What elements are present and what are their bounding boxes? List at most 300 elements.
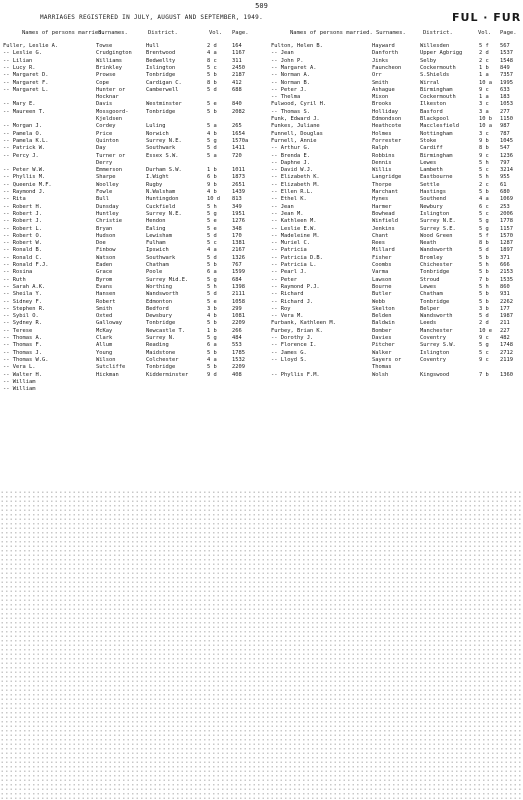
entry-district: Stroud — [420, 276, 440, 283]
entry-spouse: Quinton — [96, 137, 119, 144]
entry-spouse: Holliday — [372, 108, 398, 115]
entry-spouse: Prowse — [96, 72, 116, 79]
entry-name: -- Raymond P.J. — [271, 283, 320, 290]
entry-name: -- Pamela O. — [3, 130, 42, 137]
entry-name: -- Ronald F.J. — [3, 262, 49, 268]
entry-name: -- Robert L. — [3, 225, 42, 232]
entry-page: 860 — [500, 283, 510, 290]
entry-vol: 5 e — [207, 101, 217, 108]
entry-spouse: Marchant — [372, 189, 398, 195]
entry-name: -- Robert J. — [3, 218, 42, 225]
entry-district: Colchester — [146, 356, 179, 363]
entry-name: Furbank, Kathleen M. — [271, 320, 336, 327]
entry-spouse: Doe — [96, 240, 106, 247]
entry-spouse: Williams — [96, 57, 122, 64]
entry-vol: 4 b — [207, 313, 217, 320]
entry-page: 1535 — [500, 276, 513, 283]
entry-name: -- Walter H. — [3, 371, 42, 378]
entry-page: 1081 — [232, 313, 245, 320]
entry-district: Cockermouth — [420, 94, 456, 101]
entry-page: 1058 — [232, 298, 245, 305]
entry-name: -- Robert J. — [3, 210, 42, 217]
entry-spouse: Woolley — [96, 181, 119, 188]
entry-page: 666 — [500, 262, 510, 268]
entry-page: 3214 — [500, 167, 513, 174]
entry-district: Birmingham — [420, 86, 453, 93]
entry-page: 266 — [232, 327, 242, 334]
entry-name: -- Leslie G. — [3, 50, 42, 57]
entry-page: 227 — [500, 327, 510, 334]
entry-page: 1157 — [500, 225, 513, 232]
entry-page: 1411 — [232, 145, 245, 152]
entry-vol: 10 e — [479, 327, 492, 334]
entry-vol: 5 b — [207, 108, 217, 115]
entry-vol: 7 b — [479, 371, 489, 378]
entry-name: -- Florence I. — [271, 342, 317, 349]
entry-spouse: Price — [96, 130, 113, 137]
entry-page: 1287 — [500, 240, 513, 247]
entry-page: 1167 — [232, 50, 245, 57]
entry-page: 412 — [232, 79, 242, 86]
entry-spouse: Crudgington — [96, 50, 132, 57]
entry-spouse: Bryan — [96, 225, 113, 232]
entry-spouse: Cope — [96, 79, 109, 86]
entry-spouse: Orr — [372, 72, 382, 79]
entry-district: Brentwood — [146, 50, 176, 57]
surname-range: FUL · FUR — [452, 11, 522, 24]
entry-vol: 4 a — [207, 247, 217, 254]
header-vol: Vol. — [478, 30, 492, 36]
entry-spouse: Mixon — [372, 94, 389, 101]
entry-page: 7357 — [500, 72, 513, 79]
entry-name: -- Queenie M.F. — [3, 181, 52, 188]
entry-vol: 1 a — [479, 72, 489, 79]
entry-spouse: Hocknar — [96, 94, 119, 101]
register-entry — [0, 299, 523, 306]
entry-spouse: Chant — [372, 232, 389, 239]
entry-district: Willesden — [420, 43, 450, 49]
entry-vol: 5 g — [479, 342, 489, 349]
entry-district: Wandsworth — [420, 313, 453, 320]
entry-name: -- Sidney F. — [3, 298, 42, 305]
entry-spouse: Winfield — [372, 218, 398, 225]
entry-page: 1995 — [500, 79, 513, 86]
entry-name: -- Sheila Y. — [3, 291, 42, 298]
entry-spouse: Hunter or — [96, 86, 126, 93]
entry-spouse: Heathcote — [372, 123, 402, 130]
entry-name: -- Thomas J. — [3, 349, 42, 356]
entry-spouse: Cordey — [96, 123, 116, 130]
entry-vol: 2 d — [207, 43, 217, 49]
entry-vol: 7 b — [479, 276, 489, 283]
entry-vol: 5 d — [207, 254, 217, 261]
register-entry — [0, 145, 523, 152]
register-entry — [0, 233, 523, 240]
entry-spouse: Clark — [96, 335, 113, 341]
entry-name: -- Raymond J. — [3, 189, 46, 195]
entry-vol: 5 c — [207, 240, 217, 247]
entry-name: -- Phyllis F.M. — [271, 371, 320, 378]
entry-vol: 10 d — [207, 196, 220, 203]
entry-name: -- Margaret L. — [3, 86, 49, 93]
register-entry — [0, 101, 523, 108]
entry-page: 164 — [232, 43, 242, 49]
entry-name: -- Morgan J. — [3, 123, 42, 130]
header-district: District. — [423, 30, 453, 36]
entry-name: -- Thomas A. — [3, 335, 42, 341]
entry-vol: 5 c — [479, 167, 489, 174]
entry-name: -- Ethel K. — [271, 196, 307, 203]
entry-vol: 5 c — [207, 64, 217, 71]
register-entry — [0, 247, 523, 254]
entry-spouse: Langridge — [372, 174, 402, 181]
entry-district: Surrey N.E. — [420, 218, 456, 225]
entry-page: 2006 — [500, 210, 513, 217]
entry-page: 484 — [232, 335, 242, 341]
entry-district: Basford — [420, 108, 443, 115]
entry-name: -- Margaret D. — [3, 72, 49, 79]
entry-name: -- Muriel C. — [271, 240, 310, 247]
entry-district: Camberwell — [146, 86, 179, 93]
entry-vol: 5 e — [207, 225, 217, 232]
register-entry — [0, 123, 523, 130]
entry-spouse: Eaden — [96, 262, 113, 268]
entry-spouse: Wolsh — [372, 371, 389, 378]
entry-name: Fulwood, Cyril H. — [271, 101, 327, 108]
entry-district: Cuckfield — [146, 203, 176, 210]
register-entry — [0, 65, 523, 72]
entry-name: -- Jean — [271, 203, 294, 210]
entry-page: 2209 — [232, 364, 245, 371]
register-entry — [0, 218, 523, 225]
entry-vol: 5 b — [479, 269, 489, 276]
register-entry — [0, 291, 523, 298]
entry-spouse: Evans — [96, 283, 113, 290]
entry-vol: 5 c — [479, 210, 489, 217]
entry-vol: 6 c — [479, 203, 489, 210]
entry-name: -- Arthur G. — [271, 145, 310, 152]
entry-spouse: Grace — [96, 269, 113, 276]
entry-page: 2111 — [232, 291, 245, 298]
entry-spouse: Watson — [96, 254, 116, 261]
entry-page: 1570a — [232, 137, 249, 144]
entry-spouse: Young — [96, 349, 113, 356]
entry-name: -- Daphne J. — [271, 159, 310, 166]
entry-spouse: Belden — [372, 313, 392, 320]
entry-district: Chichester — [420, 262, 453, 268]
entry-spouse: Fowle — [96, 189, 113, 195]
entry-district: Surrey S.W. — [420, 342, 456, 349]
entry-vol: 10 a — [479, 123, 492, 130]
entry-spouse: Pitcher — [372, 342, 395, 349]
entry-spouse: Baldwin — [372, 320, 395, 327]
entry-name: -- William — [3, 378, 36, 385]
entry-page: 553 — [232, 342, 242, 349]
entry-vol: 5 h — [479, 174, 489, 181]
entry-vol: 5 e — [207, 218, 217, 225]
register-entry — [0, 189, 523, 196]
entry-spouse: Rees — [372, 240, 385, 247]
entry-vol: 5 g — [207, 210, 217, 217]
entry-spouse: Holmes — [372, 130, 392, 137]
entry-vol: 5 h — [479, 262, 489, 268]
entry-vol: 5 b — [207, 364, 217, 371]
entry-spouse: Jinks — [372, 57, 389, 64]
entry-spouse: Hayward — [372, 43, 395, 49]
entry-page: 1873 — [232, 174, 245, 181]
entry-district: Tonbridge — [146, 320, 176, 327]
entry-name: -- Sydney R. — [3, 320, 42, 327]
entry-name: -- Norman A. — [271, 72, 310, 79]
entry-vol: 5 e — [207, 298, 217, 305]
entry-name: -- Margaret A. — [271, 64, 317, 71]
register-entry — [0, 58, 523, 65]
entry-name: -- Peter — [271, 276, 297, 283]
entry-page: 547 — [500, 145, 510, 152]
entry-page: 1532 — [232, 356, 245, 363]
entry-spouse: Finbow — [96, 247, 116, 254]
entry-spouse: Davies — [372, 335, 392, 341]
entry-page: 1381 — [232, 240, 245, 247]
entry-page: 1897 — [500, 247, 513, 254]
entry-district: Newcastle T. — [146, 327, 185, 334]
entry-page: 1570 — [500, 232, 513, 239]
entry-vol: 9 c — [479, 86, 489, 93]
entry-spouse: Huntley — [96, 210, 119, 217]
entry-district: Surrey N. — [146, 335, 176, 341]
entry-vol: 5 b — [479, 291, 489, 298]
entry-vol: 5 f — [479, 43, 489, 49]
entry-district: Wirral — [420, 79, 440, 86]
entry-spouse: Skelton — [372, 305, 395, 312]
entry-district: Islington — [420, 210, 450, 217]
entry-district: Cockermouth — [420, 64, 456, 71]
entry-district: Bedford — [146, 305, 169, 312]
entry-name: -- Patrick W. — [3, 145, 46, 152]
entry-name: -- Patricia — [271, 247, 307, 254]
entry-spouse: Fisher — [372, 254, 392, 261]
register-entry — [0, 328, 523, 335]
entry-spouse: Coombs — [372, 262, 392, 268]
entry-district: Bedwellty — [146, 57, 176, 64]
entry-page: 348 — [232, 225, 242, 232]
entry-page: 2262 — [500, 298, 513, 305]
entry-district: Lewisham — [146, 232, 172, 239]
entry-name: -- Richard — [271, 291, 304, 298]
entry-district: I.Wight — [146, 174, 169, 181]
entry-spouse: Christie — [96, 218, 122, 225]
entry-name: -- Thomas S. — [271, 108, 310, 115]
entry-district: Neath — [420, 240, 437, 247]
entry-spouse: McKay — [96, 327, 113, 334]
entry-name: -- Lilian — [3, 57, 33, 64]
entry-vol: 5 b — [479, 189, 489, 195]
entry-vol: 5 h — [479, 283, 489, 290]
entry-vol: 5 d — [479, 313, 489, 320]
register-entry — [0, 153, 523, 160]
entry-spouse: Brooks — [372, 101, 392, 108]
entry-spouse: Sharpe — [96, 174, 116, 181]
entry-page: 277 — [500, 108, 510, 115]
entry-vol: 9 c — [479, 356, 489, 363]
entry-page: 482 — [500, 335, 510, 341]
entry-name: -- Robert O. — [3, 232, 42, 239]
entry-vol: 9 b — [479, 137, 489, 144]
entry-district: Blackpool — [420, 116, 450, 122]
register-entry — [0, 174, 523, 181]
entry-vol: 5 d — [207, 232, 217, 239]
entry-page: 2119 — [500, 356, 513, 363]
entry-vol: 5 b — [207, 320, 217, 327]
register-entry — [0, 50, 523, 57]
entry-page: 1785 — [232, 349, 245, 356]
entry-district: Settle — [420, 181, 440, 188]
entry-district: Southend — [420, 196, 446, 203]
entry-spouse: Sayers or — [372, 356, 402, 363]
entry-vol: 3 a — [479, 108, 489, 115]
entry-district: Tonbridge — [146, 108, 176, 115]
register-entry — [0, 262, 523, 269]
entry-vol: 2 c — [479, 57, 489, 64]
entry-page: 1236 — [500, 152, 513, 159]
entry-vol: 5 b — [479, 254, 489, 261]
entry-name: -- Mary E. — [3, 101, 36, 108]
page-heading: MARRIAGES REGISTERED IN JULY, AUGUST AND SEPTEMBER, 1949. — [40, 14, 264, 21]
entry-page: 2712 — [500, 349, 513, 356]
register-entry — [0, 109, 523, 116]
entry-page: 1951 — [232, 210, 245, 217]
entry-district: Wandsworth — [146, 291, 179, 298]
entry-spouse: Turner or — [96, 152, 126, 159]
entry-name: -- James G. — [271, 349, 307, 356]
header-page: Page. — [232, 30, 249, 36]
entry-name: -- Terese — [3, 327, 33, 334]
entry-page: 1045 — [500, 137, 513, 144]
entry-name: Funnell, Douglas — [271, 130, 323, 137]
entry-spouse: Allum — [96, 342, 113, 349]
register-entry — [0, 357, 523, 364]
entry-vol: 5 d — [207, 86, 217, 93]
entry-vol: 2 d — [479, 320, 489, 327]
entry-page: 1537 — [500, 50, 513, 57]
entry-district: Surrey S.E. — [420, 225, 456, 232]
entry-spouse: Brinkley — [96, 64, 122, 71]
register-entry — [0, 160, 523, 167]
entry-district: Chatham — [420, 291, 443, 298]
entry-spouse: Ashague — [372, 86, 395, 93]
header-surnames: Surnames. — [376, 30, 406, 36]
entry-page: 1987 — [500, 313, 513, 320]
entry-name: -- Stephen R. — [3, 305, 46, 312]
entry-name: -- David W.J. — [271, 167, 314, 174]
entry-district: Selby — [420, 57, 437, 64]
entry-name: -- William — [3, 386, 36, 393]
entry-spouse: Bowhead — [372, 210, 395, 217]
register-entry — [0, 386, 523, 393]
entry-spouse: Varma — [372, 269, 389, 276]
entry-name: -- Vera L. — [3, 364, 36, 371]
entry-page: 1011 — [232, 167, 245, 174]
entry-name: -- Pearl J. — [271, 269, 307, 276]
entry-spouse: Forrester — [372, 137, 402, 144]
entry-district: Hastings — [420, 189, 446, 195]
entry-page: 2187 — [232, 72, 245, 79]
entry-page: 2167 — [232, 247, 245, 254]
entry-page: 1069 — [500, 196, 513, 203]
entry-district: S.Shields — [420, 72, 450, 79]
entry-page: 633 — [500, 86, 510, 93]
entry-name: -- Sarah A.K. — [3, 283, 46, 290]
entry-district: Birmingham — [420, 152, 453, 159]
entry-vol: 8 b — [479, 145, 489, 152]
entry-name: Fulton, Helen B. — [271, 43, 323, 49]
entry-vol: 5 a — [207, 123, 217, 130]
entry-district: Tonbridge — [420, 269, 450, 276]
entry-district: Southwark — [146, 145, 176, 152]
entry-spouse: Lawson — [372, 276, 392, 283]
entry-vol: 5 b — [207, 72, 217, 79]
blank-dotted-area — [0, 490, 523, 800]
register-entry — [0, 269, 523, 276]
entry-name: -- Elizabeth M. — [271, 181, 320, 188]
entry-district: Stoke — [420, 137, 437, 144]
entry-vol: 5 b — [207, 349, 217, 356]
register-entry — [0, 335, 523, 342]
entry-name: -- Jean M. — [271, 210, 304, 217]
entry-district: Kidderminster — [146, 371, 189, 378]
entry-spouse: Hickman — [96, 371, 119, 378]
entry-page: 1599 — [232, 269, 245, 276]
entry-name: -- Percy J. — [3, 152, 39, 159]
entry-spouse: Ralph — [372, 145, 389, 152]
entry-district: Eastbourne — [420, 174, 453, 181]
entry-spouse: Dennis — [372, 159, 392, 166]
entry-district: Huntingdon — [146, 196, 179, 203]
entry-vol: 3 c — [479, 130, 489, 137]
entry-district: Norwich — [146, 130, 169, 137]
entry-vol: 1 a — [479, 94, 489, 101]
register-entry — [0, 138, 523, 145]
entry-vol: 9 c — [479, 152, 489, 159]
entry-page: 840 — [232, 101, 242, 108]
entry-vol: 8 b — [207, 79, 217, 86]
entry-name: -- Maureen T. — [3, 108, 46, 115]
entry-district: Ealing — [146, 225, 166, 232]
register-entry — [0, 364, 523, 371]
entry-page: 684 — [232, 276, 242, 283]
entry-vol: 9 d — [207, 371, 217, 378]
entry-name: -- Elizabeth K. — [271, 174, 320, 181]
register-entry — [0, 87, 523, 94]
entry-name: -- Ronald B. — [3, 247, 42, 254]
entry-district: Islington — [420, 349, 450, 356]
entry-spouse: Davis — [96, 101, 113, 108]
entry-page: 1778 — [500, 218, 513, 225]
entry-spouse: Hynes — [372, 196, 389, 203]
entry-page: 813 — [232, 196, 242, 203]
entry-spouse: Emmerson — [96, 167, 122, 174]
entry-district: Westminster — [146, 101, 182, 108]
entry-vol: 4 a — [207, 356, 217, 363]
entry-name: -- Kathleen M. — [271, 218, 317, 225]
register-entry — [0, 350, 523, 357]
entry-spouse: Jenkins — [372, 225, 395, 232]
entry-page: 1150 — [500, 116, 513, 122]
entry-vol: 9 b — [207, 181, 217, 188]
entry-spouse: Towse — [96, 43, 113, 49]
register-entry — [0, 131, 523, 138]
entry-district: Manchester — [420, 327, 453, 334]
